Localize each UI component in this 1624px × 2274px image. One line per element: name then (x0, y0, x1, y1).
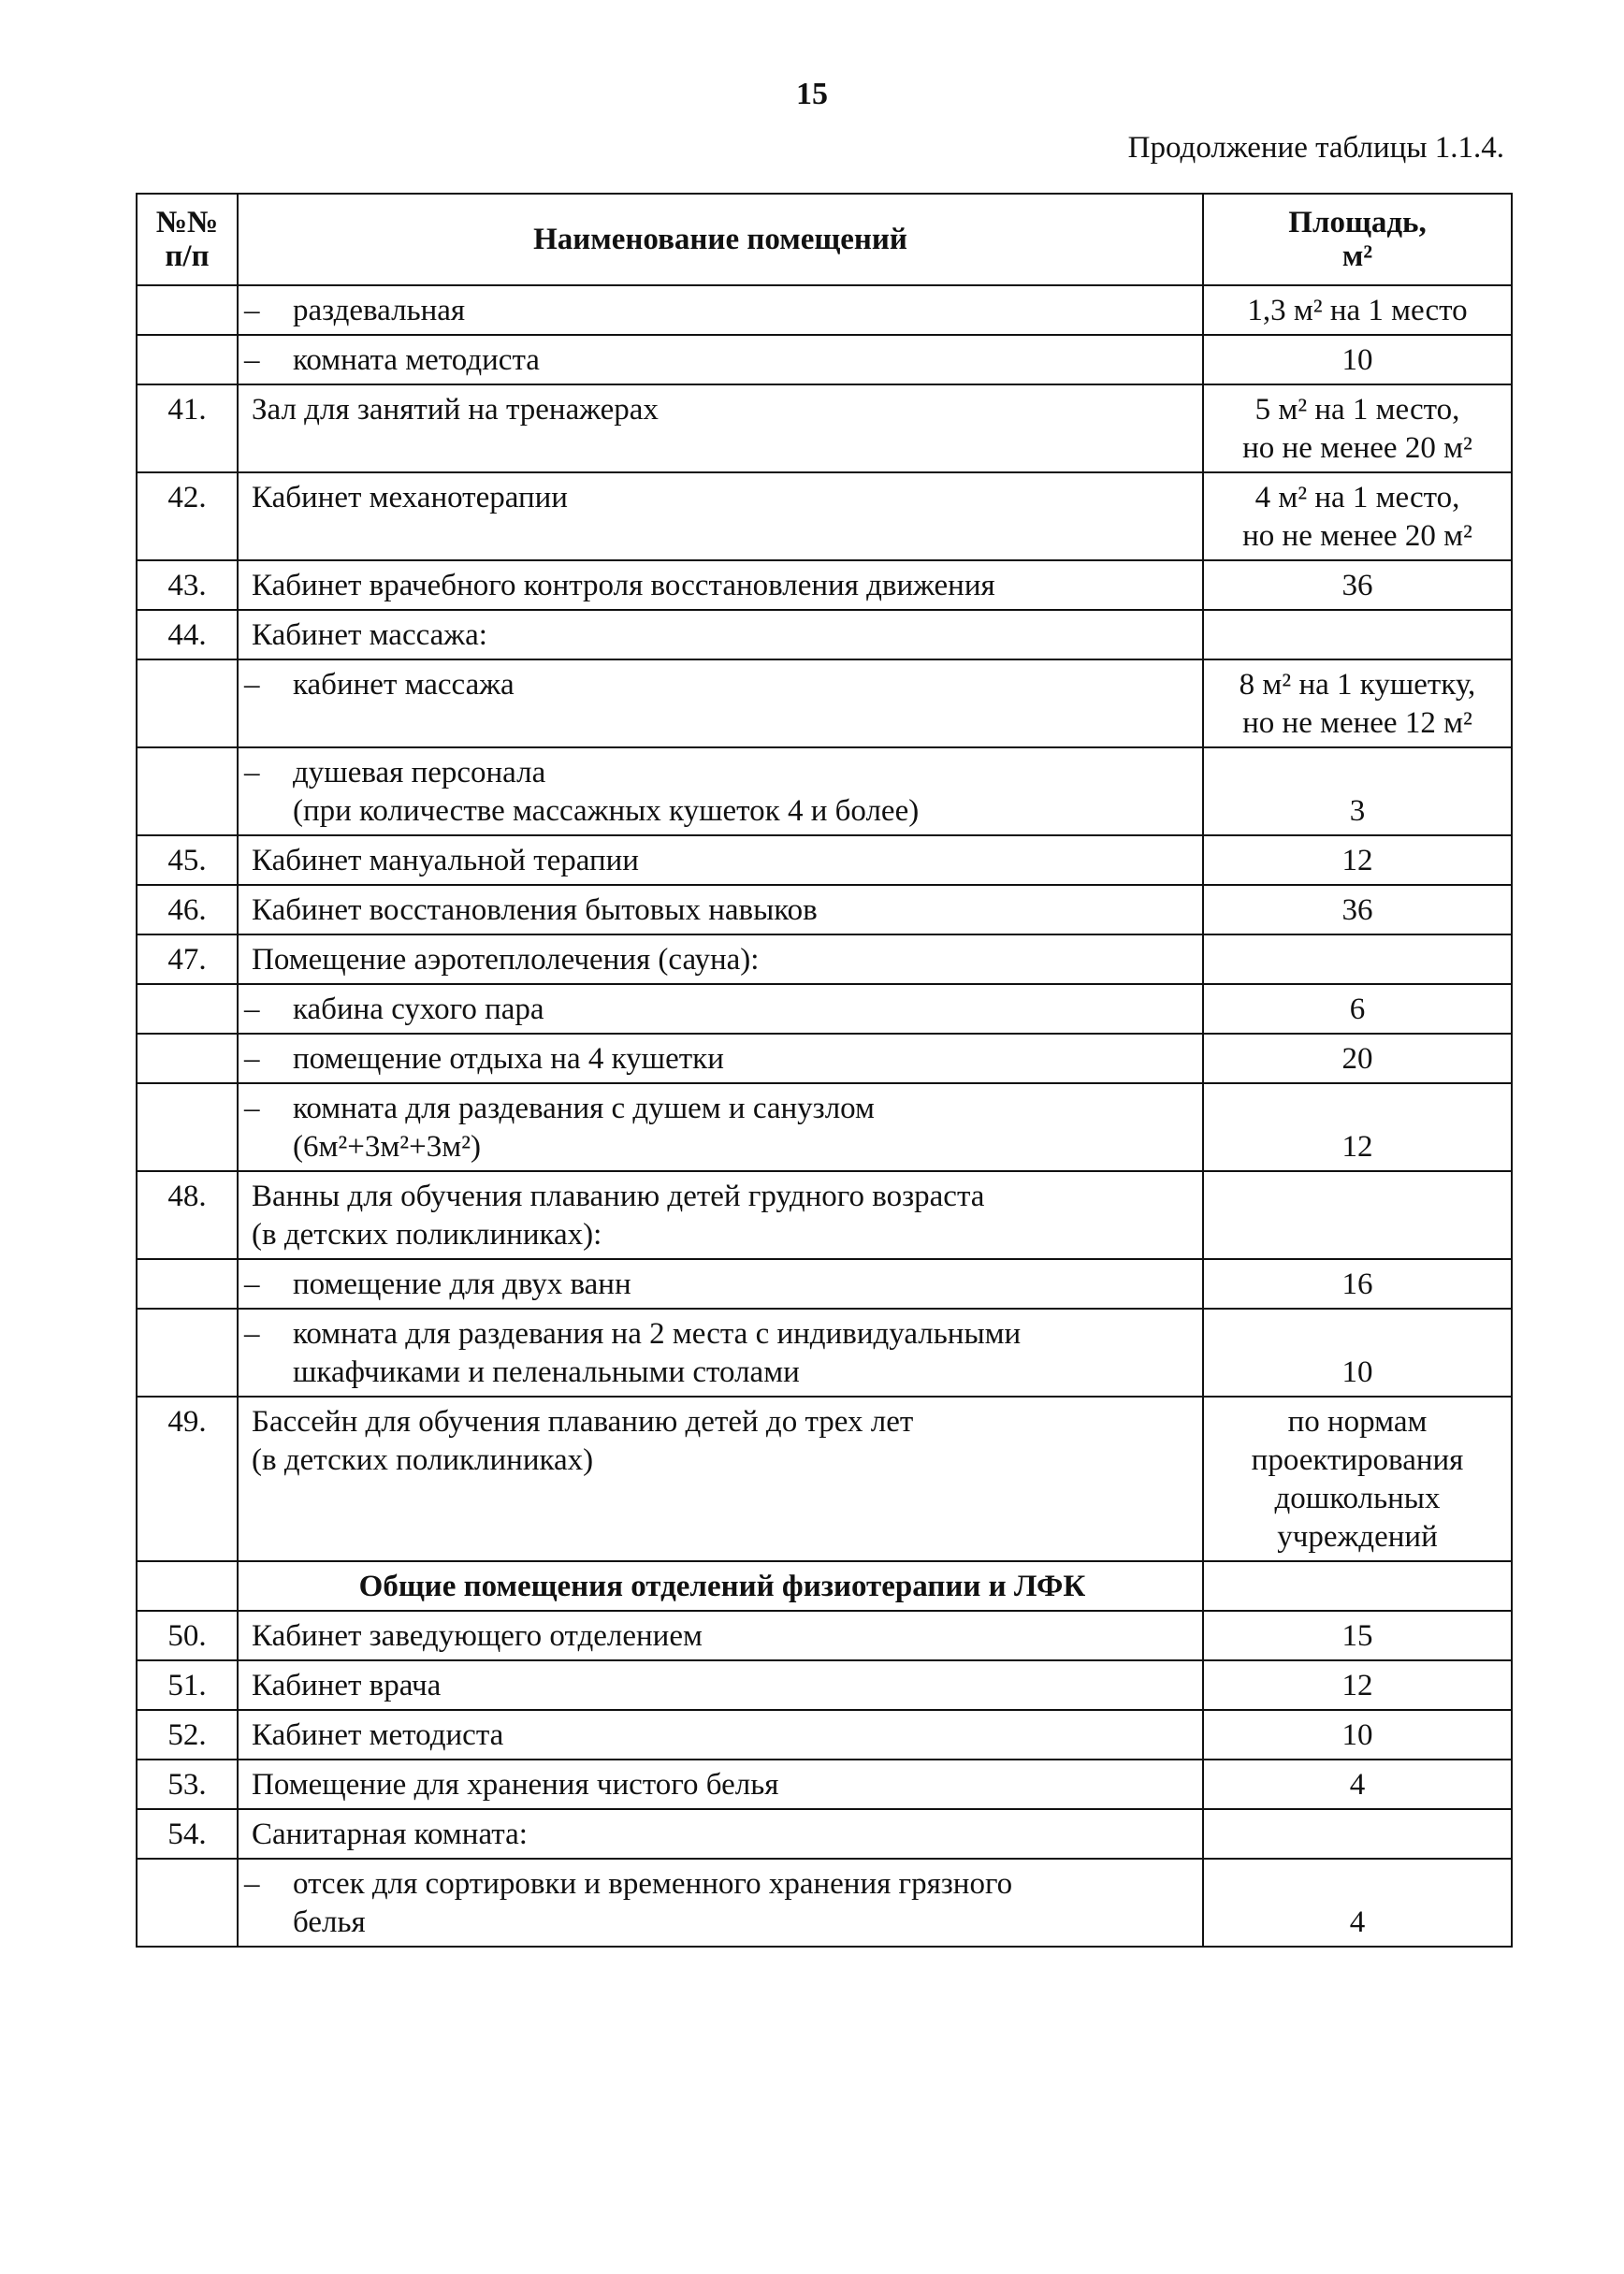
room-area (1203, 1171, 1512, 1259)
row-number: 46. (137, 885, 238, 934)
room-area: 3 (1203, 747, 1512, 835)
room-area (1203, 934, 1512, 984)
room-name: – душевая персонала (при количестве массажных кушеток 4 и более) (238, 747, 1203, 835)
row-number: 50. (137, 1611, 238, 1660)
table-body (137, 285, 1512, 1947)
table-row (137, 560, 1512, 610)
room-area: 10 (1203, 1710, 1512, 1760)
room-name: Кабинет мануальной терапии (238, 835, 1203, 885)
table-row (137, 1611, 1512, 1660)
room-area: 12 (1203, 835, 1512, 885)
row-number (137, 1034, 238, 1083)
row-number: 47. (137, 934, 238, 984)
room-name: Зал для занятий на тренажерах (238, 384, 1203, 472)
row-number: 45. (137, 835, 238, 885)
room-area: 1,3 м² на 1 место (1203, 285, 1512, 335)
room-name: Бассейн для обучения плаванию детей до трех лет (в детских поликлиниках) (238, 1397, 1203, 1561)
room-name: Кабинет методиста (238, 1710, 1203, 1760)
table-row (137, 1034, 1512, 1083)
row-number: 41. (137, 384, 238, 472)
room-name: – кабинет массажа (238, 659, 1203, 747)
table-row (137, 934, 1512, 984)
room-area: 4 (1203, 1859, 1512, 1947)
room-name: Ванны для обучения плаванию детей грудного возраста (в детских поликлиниках): (238, 1171, 1203, 1259)
table-row (137, 1809, 1512, 1859)
row-number: 52. (137, 1710, 238, 1760)
room-area (1203, 610, 1512, 659)
room-area: 36 (1203, 885, 1512, 934)
room-name: – комната для раздевания с душем и санузлом (6м²+3м²+3м²) (238, 1083, 1203, 1171)
row-number (137, 335, 238, 384)
room-name: Кабинет врача (238, 1660, 1203, 1710)
table-row (137, 984, 1512, 1034)
table-row (137, 747, 1512, 835)
table-row (137, 1660, 1512, 1710)
table-row (137, 1760, 1512, 1809)
table-row (137, 835, 1512, 885)
room-area: 12 (1203, 1660, 1512, 1710)
room-area: 10 (1203, 335, 1512, 384)
room-area: 36 (1203, 560, 1512, 610)
row-number: 53. (137, 1760, 238, 1809)
table-row (137, 472, 1512, 560)
table-row (137, 285, 1512, 335)
section-title: Общие помещения отделений физиотерапии и ЛФК (238, 1561, 1203, 1611)
row-number (137, 1561, 238, 1611)
table-row (137, 1309, 1512, 1397)
room-area: 12 (1203, 1083, 1512, 1171)
room-name: – раздевальная (238, 285, 1203, 335)
room-area: 6 (1203, 984, 1512, 1034)
row-number: 51. (137, 1660, 238, 1710)
table-row (137, 384, 1512, 472)
row-number (137, 1083, 238, 1171)
header-num (137, 194, 238, 285)
row-number (137, 1859, 238, 1947)
room-area (1203, 1561, 1512, 1611)
room-area: по нормам проектирования дошкольных учреждений (1203, 1397, 1512, 1561)
dash-bullet: – (244, 1092, 260, 1125)
room-name: – помещение для двух ванн (238, 1259, 1203, 1309)
dash-bullet: – (244, 992, 260, 1026)
table-row (137, 1397, 1512, 1561)
row-number: 43. (137, 560, 238, 610)
dash-bullet: – (244, 756, 260, 789)
header-area-text: Площадь, м² (1288, 206, 1427, 273)
dash-bullet: – (244, 1267, 260, 1301)
room-area: 4 м² на 1 место, но не менее 20 м² (1203, 472, 1512, 560)
header-num-text: №№ п/п (155, 206, 219, 273)
row-number: 49. (137, 1397, 238, 1561)
table-header-row (137, 194, 1512, 285)
row-number (137, 747, 238, 835)
row-number (137, 984, 238, 1034)
room-name: Кабинет врачебного контроля восстановления движения (238, 560, 1203, 610)
room-area: 4 (1203, 1760, 1512, 1809)
room-area: 5 м² на 1 место, но не менее 20 м² (1203, 384, 1512, 472)
dash-bullet: – (244, 294, 260, 327)
section-row (137, 1561, 1512, 1611)
room-name: – отсек для сортировки и временного хранения грязного белья (238, 1859, 1203, 1947)
room-name: – кабина сухого пара (238, 984, 1203, 1034)
row-number (137, 659, 238, 747)
room-area: 8 м² на 1 кушетку, но не менее 12 м² (1203, 659, 1512, 747)
row-number: 48. (137, 1171, 238, 1259)
table-row (137, 659, 1512, 747)
row-number: 44. (137, 610, 238, 659)
room-area: 15 (1203, 1611, 1512, 1660)
room-area: 16 (1203, 1259, 1512, 1309)
dash-bullet: – (244, 668, 260, 702)
room-name: – комната для раздевания на 2 места с индивидуальными шкафчиками и пеленальными столами (238, 1309, 1203, 1397)
room-area: 10 (1203, 1309, 1512, 1397)
room-name: – комната методиста (238, 335, 1203, 384)
dash-bullet: – (244, 1317, 260, 1351)
room-name: Кабинет восстановления бытовых навыков (238, 885, 1203, 934)
room-area (1203, 1809, 1512, 1859)
table-row (137, 1859, 1512, 1947)
room-name: Кабинет заведующего отделением (238, 1611, 1203, 1660)
room-name: Кабинет массажа: (238, 610, 1203, 659)
room-name: Помещение для хранения чистого белья (238, 1760, 1203, 1809)
room-name: Санитарная комната: (238, 1809, 1203, 1859)
table-row (137, 1710, 1512, 1760)
row-number (137, 1309, 238, 1397)
header-name (238, 194, 1203, 285)
dash-bullet: – (244, 1867, 260, 1901)
table-row (137, 1083, 1512, 1171)
row-number: 54. (137, 1809, 238, 1859)
row-number (137, 1259, 238, 1309)
header-name-text: Наименование помещений (533, 223, 907, 256)
header-area (1203, 194, 1512, 285)
rooms-table (136, 193, 1513, 1948)
table-row (137, 1171, 1512, 1259)
table-row (137, 335, 1512, 384)
row-number: 42. (137, 472, 238, 560)
room-name: – помещение отдыха на 4 кушетки (238, 1034, 1203, 1083)
room-name: Кабинет механотерапии (238, 472, 1203, 560)
table-row (137, 885, 1512, 934)
dash-bullet: – (244, 1042, 260, 1076)
table-caption: Продолжение таблицы 1.1.4. (1127, 131, 1504, 165)
table-row (137, 610, 1512, 659)
room-area: 20 (1203, 1034, 1512, 1083)
dash-bullet: – (244, 343, 260, 377)
room-name: Помещение аэротеплолечения (сауна): (238, 934, 1203, 984)
row-number (137, 285, 238, 335)
table-row (137, 1259, 1512, 1309)
page-number: 15 (796, 77, 828, 111)
